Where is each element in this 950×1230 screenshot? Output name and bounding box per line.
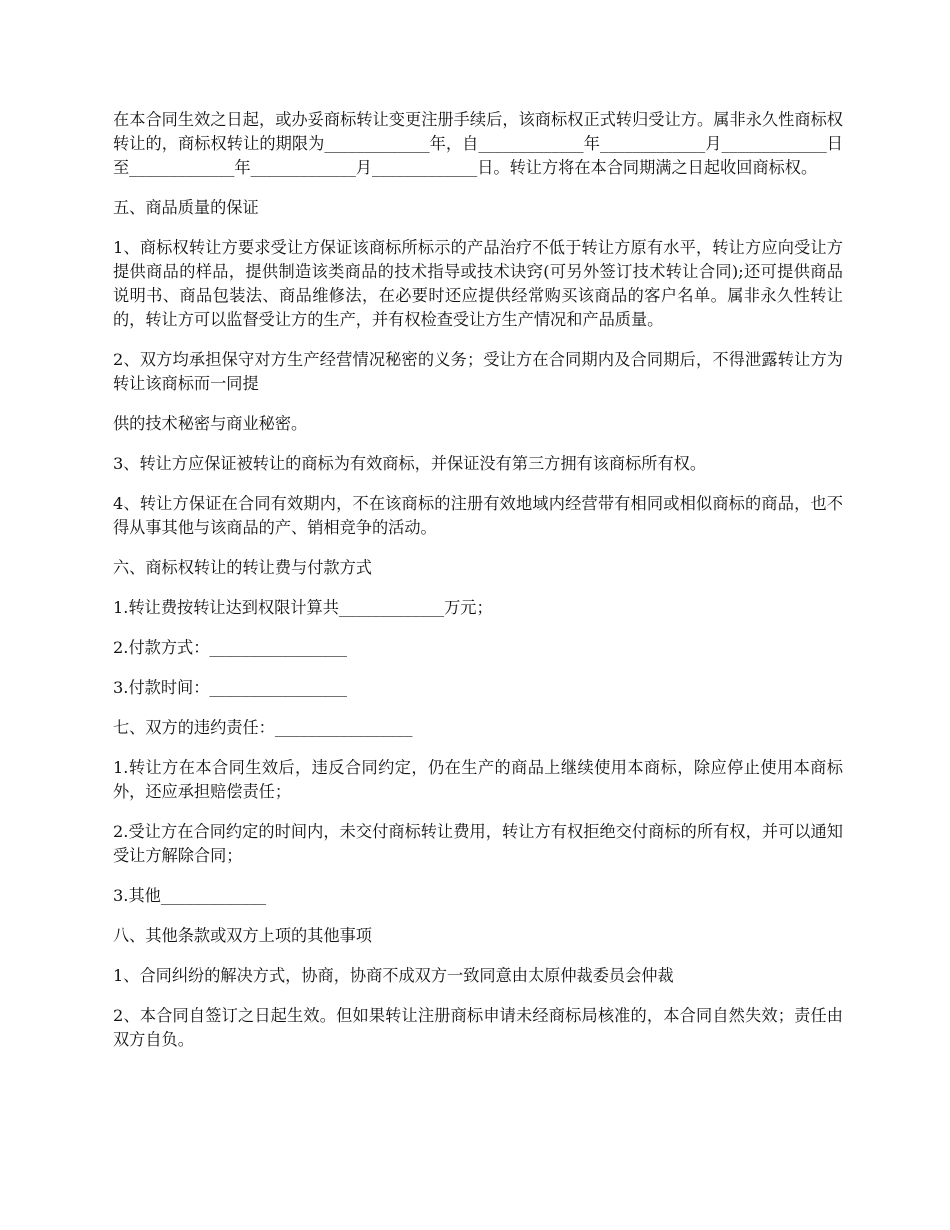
paragraph-5-3: 3、转让方应保证被转让的商标为有效商标，并保证没有第三方拥有该商标所有权。 — [113, 454, 707, 473]
section-heading-8: 八、其他条款或双方上项的其他事项 — [113, 926, 372, 945]
paragraph-6-1: 1.转让费按转让达到权限计算共_____________万元； — [113, 598, 493, 617]
paragraph-5-2-continued: 供的技术秘密与商业秘密。 — [113, 414, 308, 433]
paragraph-7-2: 2.受让方在合同约定的时间内，未交付商标转让费用，转让方有权拒绝交付商标的所有权，并可以通知受让方解除合同； — [113, 822, 843, 865]
paragraph-5-2: 2、双方均承担保守对方生产经营情况秘密的义务；受让方在合同期内及合同期后，不得泄露转让方为转让该商标而一同提 — [113, 350, 843, 393]
document-page — [113, 108, 843, 1068]
paragraph-6-2: 2.付款方式：_________________ — [113, 638, 347, 657]
paragraph-7-1: 1.转让方在本合同生效后，违反合同约定，仍在生产的商品上继续使用本商标，除应停止使用本商标外，还应承担赔偿责任； — [113, 758, 843, 801]
paragraph-6-3: 3.付款时间：_________________ — [113, 678, 347, 697]
section-heading-6: 六、商标权转让的转让费与付款方式 — [113, 558, 372, 577]
paragraph-5-4: 4、转让方保证在合同有效期内，不在该商标的注册有效地域内经营带有相同或相似商标的商品，也不得从事其他与该商品的产、销相竞争的活动。 — [113, 494, 843, 537]
paragraph-term-of-transfer: 在本合同生效之日起，或办妥商标转让变更注册手续后，该商标权正式转归受让方。属非永久性商标权转让的，商标权转让的期限为_____________年，自_____________年_____________月_____________日至_____________年_____________月_____________日。转让方将在本合同期满之日起收回商标权。 — [113, 110, 843, 177]
section-heading-5: 五、商品质量的保证 — [113, 198, 259, 217]
paragraph-5-1: 1、商标权转让方要求受让方保证该商标所标示的产品治疗不低于转让方原有水平，转让方应向受让方提供商品的样品，提供制造该类商品的技术指导或技术诀窍(可另外签订技术转让合同);还可提供商品说明书、商品包装法、商品维修法，在必要时还应提供经常购买该商品的客户名单。属非永久性转让的，转让方可以监督受让方的生产，并有权检查受让方生产情况和产品质量。 — [113, 238, 843, 329]
paragraph-8-1: 1、合同纠纷的解决方式，协商，协商不成双方一致同意由太原仲裁委员会仲裁 — [113, 966, 674, 985]
section-heading-7: 七、双方的违约责任：_________________ — [113, 718, 413, 737]
paragraph-7-3: 3.其他_____________ — [113, 886, 267, 905]
paragraph-8-2: 2、本合同自签订之日起生效。但如果转让注册商标申请未经商标局核准的，本合同自然失效；责任由双方自负。 — [113, 1006, 843, 1049]
